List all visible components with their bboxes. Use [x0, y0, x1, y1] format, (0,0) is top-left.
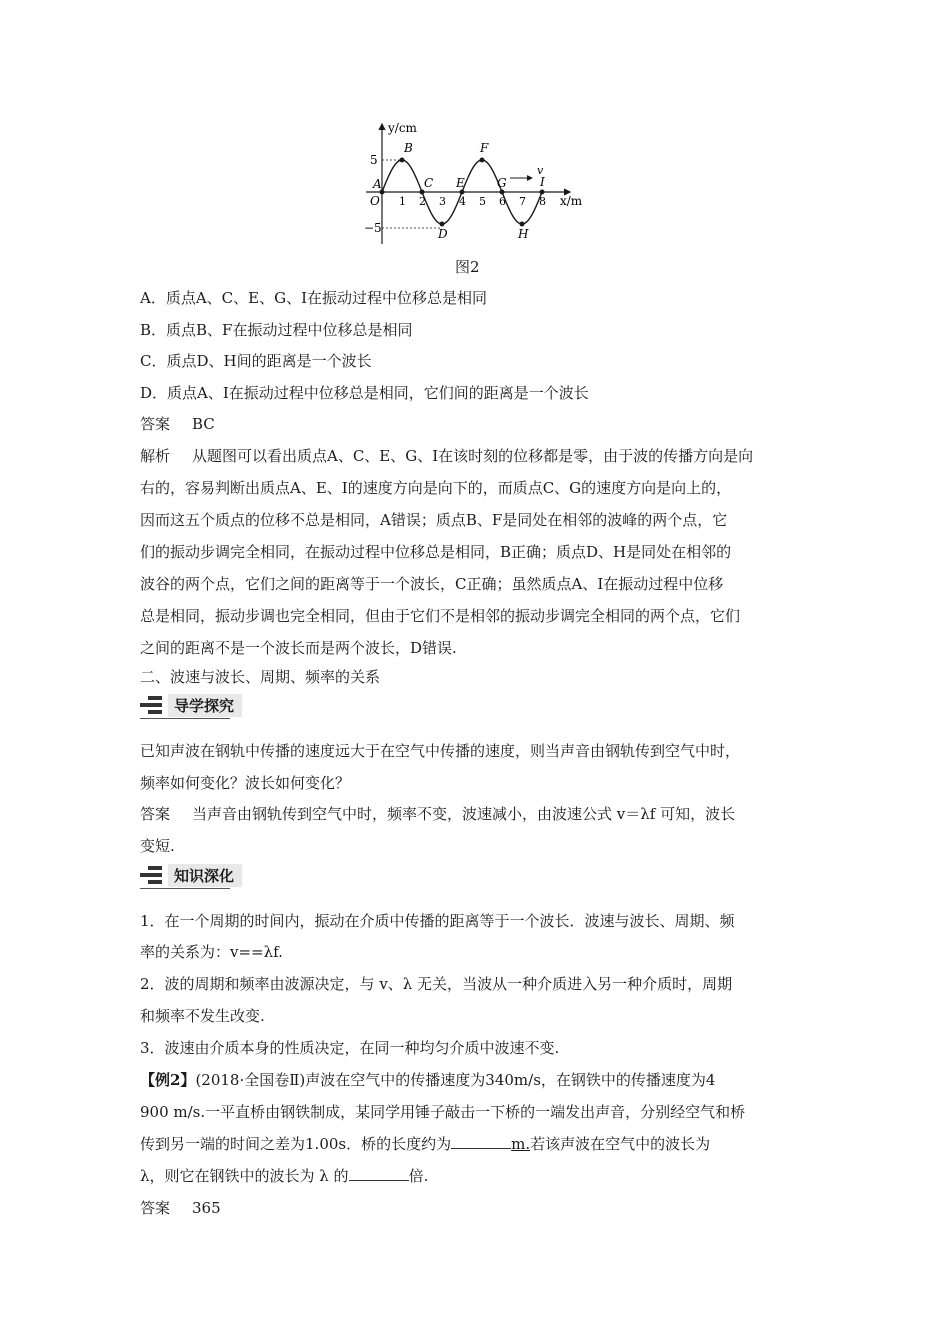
wave-figure	[360, 118, 590, 248]
example-answer	[140, 1198, 221, 1218]
wave-points	[372, 141, 545, 241]
deepen-line-4: 和频率不发生改变.	[140, 1007, 265, 1025]
point-label-d: D	[438, 227, 448, 241]
y-tick-neg5: −5	[364, 221, 382, 235]
wave-point-h	[520, 222, 525, 227]
wave-point-i	[540, 190, 545, 195]
analysis-line-7: 之间的距离不是一个波长而是两个波长，D错误.	[140, 639, 457, 657]
wave-graph	[360, 118, 590, 248]
origin-label: O	[370, 194, 380, 208]
answer-blank	[451, 1134, 511, 1149]
point-label-b: B	[404, 141, 413, 155]
example-text: λ，则它在钢铁中的波长为 λ 的	[140, 1167, 349, 1185]
analysis-line-2: 右的，容易判断出质点A、E、I的速度方向是向下的，而质点C、G的速度方向是向上的，	[140, 479, 732, 497]
point-label-g: G	[497, 176, 507, 190]
answer-label: 答案	[140, 805, 171, 823]
deepen-line-5: 3．波速由介质本身的性质决定，在同一种均匀介质中波速不变.	[140, 1039, 560, 1057]
x-tick-label: 7	[519, 195, 526, 208]
wave-point-g	[500, 190, 505, 195]
analysis-line-4: 们的振动步调完全相同，在振动过程中位移总是相同，B正确；质点D、H是同处在相邻的	[140, 543, 732, 561]
example-text: 倍.	[408, 1167, 429, 1185]
y-axis-label: y/cm	[388, 121, 417, 135]
velocity-label: v	[537, 164, 544, 177]
x-tick-label: 8	[539, 195, 546, 208]
analysis-line-1	[140, 446, 753, 466]
option-a: A．质点A、C、E、G、I在振动过程中位移总是相同	[140, 289, 488, 307]
point-label-i: I	[540, 175, 545, 189]
answer-label: 答案	[140, 1199, 171, 1217]
section-bars-icon	[140, 696, 162, 714]
x-tick-label: 1	[399, 195, 406, 208]
section-2-title: 二、波速与波长、周期、频率的关系	[140, 668, 381, 686]
answer-blank	[349, 1166, 409, 1181]
point-label-a: A	[373, 177, 382, 191]
section-bars-icon	[140, 866, 162, 884]
example-line-2: 900 m/s.一平直桥由钢铁制成，某同学用锤子敲击一下桥的一端发出声音，分别经空气和桥	[140, 1103, 746, 1121]
analysis-line-6: 总是相同，振动步调也完全相同，但由于它们不是相邻的振动步调完全相同的两个点，它们	[140, 607, 741, 625]
option-b: B．质点B、F在振动过程中位移总是相同	[140, 321, 413, 339]
example-unit: m.	[511, 1135, 531, 1153]
analysis-line-3: 因而这五个质点的位移不总是相同，A错误；质点B、F是同处在相邻的波峰的两个点，它	[140, 511, 728, 529]
example-text: 传到另一端的时间之差为1.00s．桥的长度约为	[140, 1135, 452, 1153]
x-axis-label: x/m	[560, 194, 583, 208]
example-text: (2018·全国卷Ⅱ)声波在空气中的传播速度为340m/s，在钢铁中的传播速度为4	[195, 1071, 716, 1089]
point-label-h: H	[518, 227, 529, 241]
point-label-f: F	[480, 141, 489, 155]
example-line-1	[140, 1070, 715, 1090]
guide-section-header	[140, 694, 242, 716]
answer-value: BC	[192, 415, 215, 433]
guide-question-2: 频率如何变化？波长如何变化？	[140, 774, 351, 792]
option-d: D．质点A、I在振动过程中位移总是相同，它们间的距离是一个波长	[140, 384, 589, 402]
analysis-line-5: 波谷的两个点，它们之间的距离等于一个波长，C正确；虽然质点A、I在振动过程中位移	[140, 575, 724, 593]
x-tick-label: 3	[439, 195, 446, 208]
analysis-text: 从题图可以看出质点A、C、E、G、I在该时刻的位移都是零，由于波的传播方向是向	[192, 447, 754, 465]
guide-question-1: 已知声波在钢轨中传播的速度远大于在空气中传播的速度，则当声音由钢轨传到空气中时，	[140, 742, 741, 760]
wave-point-e	[460, 190, 465, 195]
wave-point-f	[480, 158, 485, 163]
section-divider	[140, 888, 230, 889]
example-line-3	[140, 1134, 710, 1154]
deepen-section-title: 知识深化	[168, 864, 242, 887]
example-tag: 【例2】	[140, 1071, 196, 1089]
y-tick-5: 5	[370, 153, 378, 167]
deepen-line-3: 2．波的周期和频率由波源决定，与 v、λ 无关，当波从一种介质进入另一种介质时，周期	[140, 975, 733, 993]
x-tick-label: 2	[419, 195, 426, 208]
x-tick-label: 6	[499, 195, 506, 208]
guide-answer-2: 变短.	[140, 837, 175, 855]
answer-label: 答案	[140, 415, 171, 433]
guide-section-title: 导学探究	[168, 694, 242, 717]
answer-value: 365	[192, 1199, 221, 1217]
wave-point-c	[420, 190, 425, 195]
answer-1	[140, 414, 215, 434]
analysis-label: 解析	[140, 447, 171, 465]
deepen-line-1: 1．在一个周期的时间内，振动在介质中传播的距离等于一个波长．波速与波长、周期、频	[140, 912, 735, 930]
x-tick-label: 5	[479, 195, 486, 208]
figure-caption: 图2	[455, 258, 480, 276]
x-tick-label: 4	[459, 195, 466, 208]
wave-point-b	[400, 158, 405, 163]
section-divider	[140, 718, 230, 719]
deepen-section-header	[140, 864, 242, 886]
guide-answer-text: 当声音由钢轨传到空气中时，频率不变，波速减小，由波速公式 v＝λf 可知，波长	[192, 805, 736, 823]
x-ticks	[399, 195, 546, 208]
point-label-c: C	[424, 176, 434, 190]
option-c: C．质点D、H间的距离是一个波长	[140, 352, 372, 370]
example-line-4	[140, 1166, 428, 1186]
guide-answer-1	[140, 804, 735, 824]
point-label-e: E	[456, 176, 465, 190]
example-text: 若该声波在空气中的波长为	[530, 1135, 711, 1153]
deepen-line-2: 率的关系为：v==λf.	[140, 943, 283, 961]
wave-point-d	[440, 222, 445, 227]
